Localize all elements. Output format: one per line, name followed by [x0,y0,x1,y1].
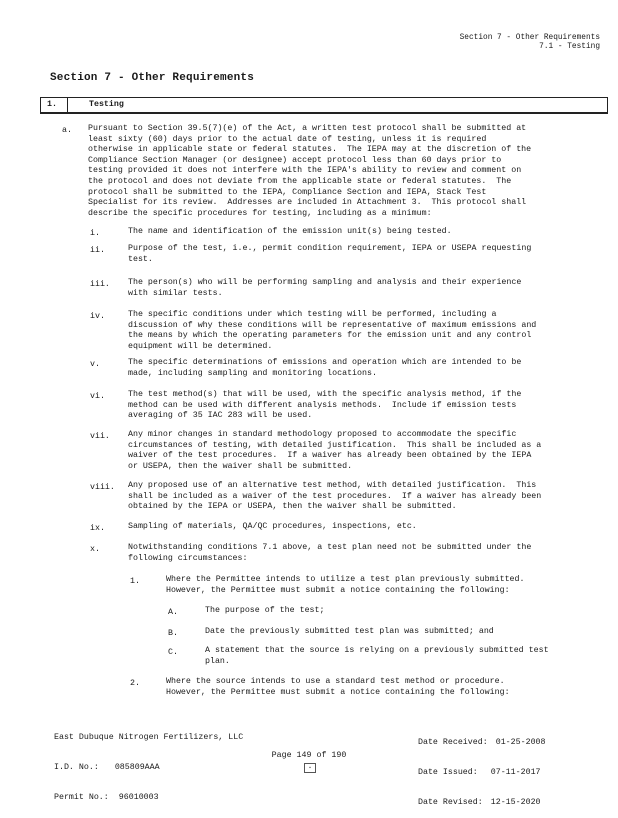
text-line: waiver of the test procedures. If a waiver has already been obtained by the IEPA [128,451,532,461]
sub-item-text [166,575,524,596]
footer-right [418,718,546,818]
footer-id-row [54,763,243,773]
roman-item-text [128,430,541,472]
roman-item-number: i. [90,229,100,238]
text-line: However, the Permittee must submit a notice containing the following: [166,687,510,697]
footer-company: East Dubuque Nitrogen Fertilizers, LLC [54,733,244,742]
text-line: However, the Permittee must submit a notice containing the following: [166,585,510,595]
footer-revised-label: Date Revised: [418,798,483,807]
letter-item-label: B. [168,629,178,638]
footer-received-value: 01-25-2008 [495,738,546,747]
roman-item-text [128,278,521,299]
letter-item-text [205,606,325,617]
footer-permit-label: Permit No.: [54,793,109,802]
subsection-number: 1. [47,100,57,109]
text-line: averaging of 35 IAC 283 will be used. [128,411,313,421]
text-line: Sampling of materials, QA/QC procedures, inspections, etc. [128,522,417,531]
footer-revised-value: 12-15-2020 [490,798,541,807]
footer-received-label: Date Received: [418,738,488,747]
roman-item-number: iii. [90,280,110,289]
text-line: circumstances of testing, with detailed justification. This shall be included as a [128,440,542,450]
text-line: The test method(s) that will be used, with the specific analysis method, if the [128,390,522,399]
roman-item-text [128,543,531,564]
text-line: least sixty (60) days prior to the actual date of testing, unless it is required [88,134,487,144]
text-line: obtained by the IEPA or USEPA, then the waiver shall be submitted. [128,502,457,512]
subsection-header [40,97,608,114]
roman-item-number: v. [90,360,100,369]
roman-item-number: x. [90,545,100,554]
footer-issued-value: 07-11-2017 [490,768,541,777]
text-line: with similar tests. [128,288,223,298]
text-line: Notwithstanding conditions 7.1 above, a test plan need not be submitted under the [128,543,532,552]
subsection-title: Testing [89,100,124,109]
text-line: The person(s) who will be performing sampling and analysis and their experience [128,278,522,287]
text-line: method can be used with different analysis methods. Include if emission tests [128,400,517,410]
text-line: equipment will be determined. [128,341,273,351]
text-line: plan. [205,656,230,666]
roman-item-text [128,227,452,238]
text-line: A statement that the source is relying on a previously submitted test [205,646,549,655]
roman-item-text [128,310,536,352]
text-line: discussion of why these conditions will be representative of maximum emissions and [128,320,537,330]
text-line: test. [128,254,153,264]
text-line: following circumstances: [128,553,248,563]
roman-item-text [128,244,531,265]
footer-issued-row [418,768,546,778]
roman-item-number: ix. [90,524,105,533]
roman-item-text [128,358,521,379]
subsection-divider [67,98,68,112]
section-title: Section 7 - Other Requirements [50,72,255,84]
item-a-paragraph [88,124,531,219]
sub-item-number: 2. [130,679,140,688]
sub-item-text [166,677,510,698]
text-line: Purpose of the test, i.e., permit condition requirement, IEPA or USEPA requesting [128,244,532,253]
footer-id-label: I.D. No.: [54,763,99,772]
text-line: protocol shall be submitted to the IEPA, Compliance Section and IEPA, Stack Test [88,187,487,197]
text-line: Any proposed use of an alternative test method, with detailed justification. This [128,481,537,490]
text-line: The purpose of the test; [205,606,325,615]
text-line: Where the source intends to use a standard test method or procedure. [166,677,505,686]
text-line: Date the previously submitted test plan was submitted; and [205,627,494,636]
text-line: Pursuant to Section 39.5(7)(e) of the Act, a written test protocol shall be submitted at [88,124,527,133]
text-line: testing provided it does not interfere with the IEPA's ability to review and comment on [88,166,522,176]
footer-left [54,713,243,813]
text-line: The specific conditions under which testing will be performed, including a [128,310,497,319]
roman-item-number: vi. [90,392,105,401]
running-header [460,34,600,52]
roman-item-text [128,390,521,422]
roman-item-text [128,522,417,533]
roman-item-number: vii. [90,432,110,441]
roman-item-number: iv. [90,312,105,321]
text-line: Where the Permittee intends to utilize a test plan previously submitted. [166,575,525,584]
page-number: Page 149 of 190 [271,751,347,760]
text-line: describe the specific procedures for testing, including as a minimum: [88,208,432,218]
text-line: shall be included as a waiver of the test procedures. If a waiver has already been [128,491,542,501]
footer-id-value: 085809AAA [114,763,160,772]
roman-item-number: ii. [90,246,105,255]
roman-item-number: viii. [90,483,115,492]
text-line: Compliance Section Manager (or designee) accept protocol less than 60 days prior to [88,155,502,165]
text-line: Any minor changes in standard methodology proposed to accommodate the specific [128,430,517,439]
letter-item-text [205,627,494,638]
text-line: The name and identification of the emission unit(s) being tested. [128,227,452,236]
text-line: The specific determinations of emissions and operation which are intended to be [128,358,522,367]
text-line: the protocol and does not deviate from the applicable state or federal statutes. The [88,176,512,186]
sub-item-number: 1. [130,577,140,586]
letter-item-label: A. [168,608,178,617]
text-line: made, including sampling and monitoring locations. [128,368,377,378]
running-header-subsection: 7.1 - Testing [539,43,600,51]
running-header-section: Section 7 - Other Requirements [459,34,600,42]
footer-permit-row [54,793,243,803]
footer-received-row [418,738,546,748]
letter-item-text [205,646,549,667]
text-line: or USEPA, then the waiver shall be submitted. [128,461,353,471]
text-line: otherwise in applicable state or federal statutes. The IEPA may at the discretion of the [88,145,532,155]
footer-permit-value: 96010003 [118,793,159,802]
page-stamp-icon: ▪ [304,763,316,773]
item-a-label: a. [62,126,72,135]
letter-item-label: C. [168,648,178,657]
text-line: Specialist for its review. Addresses are included in Attachment 3. This protocol shall [88,198,527,208]
text-line: the means by which the operating parameters for the emission unit and any control [128,331,532,341]
roman-item-text [128,481,541,513]
footer-issued-label: Date Issued: [418,768,478,777]
